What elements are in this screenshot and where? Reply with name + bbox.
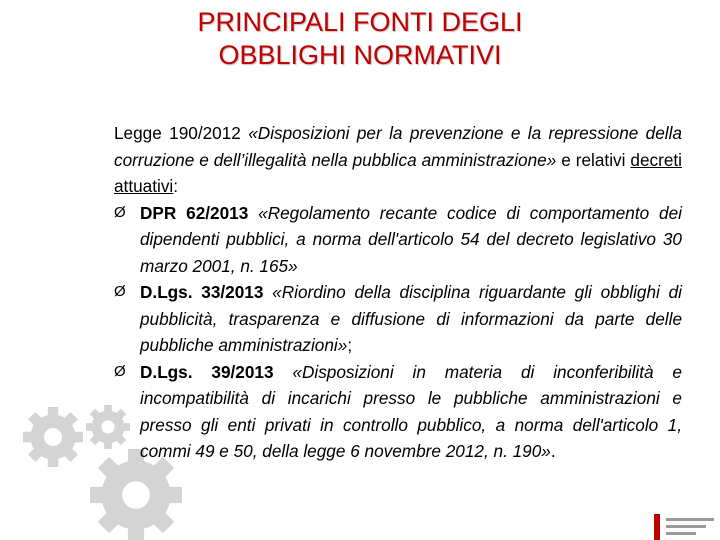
decree-tail: ; — [347, 335, 353, 355]
slide-title — [0, 6, 720, 72]
logo-bar — [654, 514, 660, 540]
law-reference: Legge 190/2012 — [114, 123, 241, 143]
logo-line — [666, 525, 706, 528]
logo-line — [666, 532, 696, 535]
intro-paragraph — [114, 120, 682, 200]
institution-logo — [650, 506, 720, 540]
slide-title-line-2: OBBLIGHI NORMATIVI — [218, 40, 502, 70]
slide-title-line-1: PRINCIPALI FONTI DEGLI — [197, 7, 523, 37]
decree-reference: D.Lgs. 33/2013 — [140, 282, 264, 302]
decree-reference: DPR 62/2013 — [140, 202, 249, 223]
arrow-bullet-icon: Ø — [114, 283, 126, 300]
law-title: «Disposizioni per la prevenzione e la repressione della corruzione e dell’illegalità nella pubblica amministrazione» — [114, 123, 682, 170]
intro-middle-text: e relativi — [556, 149, 631, 170]
decree-title: «Regolamento recante codice di comportamento dei dipendenti pubblici, a norma dell'articolo 54 del decreto legislativo 30 marzo 2001, n. 165» — [140, 202, 682, 276]
list-item — [114, 200, 682, 280]
decreti-attuativi-link[interactable]: decreti attuativi — [114, 149, 682, 196]
arrow-bullet-icon: Ø — [114, 362, 126, 380]
decree-tail: . — [550, 441, 556, 461]
list-item — [114, 359, 682, 465]
decree-reference: D.Lgs. 39/2013 — [140, 361, 274, 382]
arrow-bullet-icon: Ø — [114, 203, 126, 221]
intro-end-text: : — [173, 176, 179, 196]
decree-title: «Riordino della disciplina riguardante gli obblighi di pubblicità, trasparenza e diffusione di informazioni da parte delle pubbliche amministrazioni» — [140, 282, 682, 355]
decree-title: «Disposizioni in materia di inconferibilità e incompatibilità di incarichi presso le pubbliche amministrazioni e presso gli enti privati in controllo pubblico, a norma dell'articolo 1, commi 49 e 50, della legge 6 novembre 2012, n. 190» — [140, 361, 682, 461]
content-body — [114, 120, 682, 465]
list-item — [114, 279, 682, 359]
logo-line — [666, 518, 714, 521]
decree-list — [114, 200, 682, 465]
